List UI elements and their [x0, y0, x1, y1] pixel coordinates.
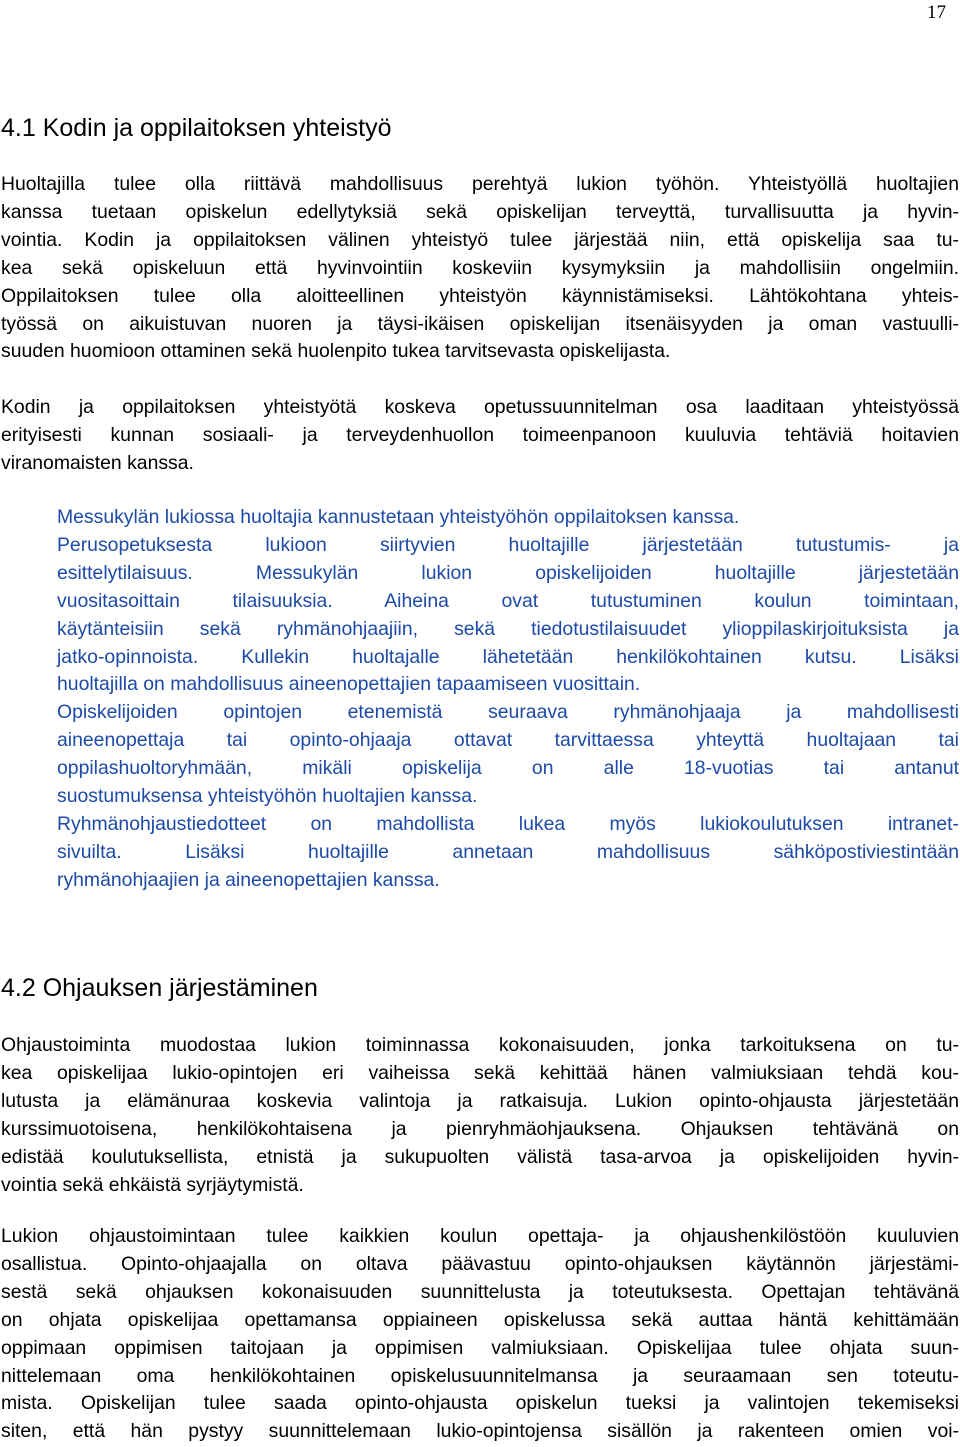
text-line: jatko-opinnoista. Kullekin huoltajalle lähetetään henkilökohtainen kutsu. Lisäksi: [57, 645, 959, 668]
text-line: lutusta ja elämänuraa koskevia valintoja ja ratkaisuja. Lukion opinto-ohjausta järjestetään: [1, 1089, 959, 1112]
text-line: suuden huomioon ottaminen sekä huolenpito tukea tarvitsevasta opiskelijasta.: [1, 340, 671, 363]
text-line: Perusopetuksesta lukioon siirtyvien huoltajille järjestetään tutustumis- ja: [57, 533, 959, 556]
text-line: suostumuksensa yhteistyöhön huoltajien kanssa.: [57, 785, 478, 808]
text-line: vointia. Kodin ja oppilaitoksen välinen yhteistyö tulee järjestää niin, että opiskelija saa tu-: [1, 228, 959, 251]
text-line: edistää koulutuksellista, etnistä ja sukupuolten välistä tasa-arvoa ja opiskelijoiden hyvin-: [1, 1145, 959, 1168]
text-line: Ryhmänohjaustiedotteet on mahdollista lukea myös lukiokoulutuksen intranet-: [57, 812, 959, 835]
text-line: Oppilaitoksen tulee olla aloitteellinen yhteistyön käynnistämiseksi. Lähtökohtana yhteis-: [1, 284, 959, 307]
paragraph-home-school-cooperation: [1, 171, 959, 366]
text-line: viranomaisten kanssa.: [1, 451, 194, 474]
text-line: Huoltajilla tulee olla riittävä mahdollisuus perehtyä lukion työhön. Yhteistyöllä huoltajien: [1, 173, 959, 195]
text-line: sivuilta. Lisäksi huoltajille annetaan mahdollisuus sähköpostiviestintään: [57, 840, 959, 863]
text-line: on ohjata opiskelijaa opettamansa oppiaineen opiskelussa sekä auttaa häntä kehittämään: [1, 1308, 959, 1331]
text-line: sestä sekä ohjauksen kokonaisuuden suunnittelusta ja toteutuksesta. Opettajan tehtävänä: [1, 1280, 959, 1303]
text-line: käytänteisiin sekä ryhmänohjaajiin, sekä tiedotustilaisuudet ylioppilaskirjoituksista ja: [57, 617, 959, 640]
text-line: oppimaan oppimisen taitojaan ja oppimisen valmiuksiaan. Opiskelijaa tulee ohjata suun-: [1, 1336, 959, 1359]
text-line: vointia sekä ehkäistä syrjäytymistä.: [1, 1173, 304, 1196]
page-number: 17: [927, 2, 946, 23]
paragraph-curriculum-cooperation: [1, 394, 959, 478]
text-line: aineenopettaja tai opinto-ohjaaja ottavat tarvittaessa yhteyttä huoltajaan tai: [57, 729, 959, 752]
text-line: kurssimuotoisena, henkilökohtaisena ja pienryhmäohjauksena. Ohjauksen tehtävänä on: [1, 1117, 959, 1140]
paragraph-guidance-staff: [1, 1223, 959, 1446]
text-line: mista. Opiskelijan tulee saada opinto-ohjausta opiskelun tueksi ja valintojen tekemiseksi: [1, 1392, 959, 1415]
text-line: erityisesti kunnan sosiaali- ja terveydenhuollon toimeenpanoon kuuluvia tehtäviä hoitavien: [1, 423, 959, 446]
text-line: ryhmänohjaajien ja aineenopettajien kanssa.: [57, 868, 440, 891]
text-line: kea opiskelijaa lukio-opintojen eri vaiheissa sekä kehittää hänen valmiuksiaan tehdä kou-: [1, 1061, 959, 1084]
text-line: kanssa tuetaan opiskelun edellytyksiä sekä opiskelijan terveyttä, turvallisuutta ja hyvin-: [1, 200, 959, 223]
local-curriculum-paragraph: [57, 504, 959, 895]
text-line: Opiskelijoiden opintojen etenemistä seuraava ryhmänohjaaja ja mahdollisesti: [57, 701, 959, 724]
text-line: huoltajilla on mahdollisuus aineenopettajien tapaamiseen vuosittain.: [57, 673, 641, 696]
text-line: nittelemaan oma henkilökohtainen opiskelusuunnitelmansa ja seuraamaan sen toteutu-: [1, 1364, 959, 1387]
text-line: oppilashuoltoryhmään, mikäli opiskelija on alle 18-vuotias tai antanut: [57, 757, 959, 780]
text-line: kea sekä opiskeluun että hyvinvointiin koskeviin kysymyksiin ja mahdollisiin ongelmiin.: [1, 256, 959, 279]
text-line: työssä on aikuistuvan nuoren ja täysi-ikäisen opiskelijan itsenäisyyden ja oman vastuulli-: [1, 312, 959, 335]
text-line: osallistua. Opinto-ohjaajalla on oltava päävastuu opinto-ohjauksen käytännön järjestämi-: [1, 1252, 959, 1275]
text-line: esittelytilaisuus. Messukylän lukion opiskelijoiden huoltajille järjestetään: [57, 561, 959, 584]
section-heading-4-2: 4.2 Ohjauksen järjestäminen: [1, 974, 318, 1002]
section-heading-4-1: 4.1 Kodin ja oppilaitoksen yhteistyö: [1, 114, 392, 142]
text-line: Ohjaustoiminta muodostaa lukion toiminnassa kokonaisuuden, jonka tarkoituksena on tu-: [1, 1034, 959, 1056]
paragraph-guidance-activities: [1, 1032, 959, 1199]
text-line: Messukylän lukiossa huoltajia kannustetaan yhteistyöhön oppilaitoksen kanssa.: [57, 506, 740, 528]
text-line: vuositasoittain tilaisuuksia. Aiheina ovat tutustuminen koulun toimintaan,: [57, 589, 959, 612]
text-line: siten, että hän pystyy suunnittelemaan lukio-opintojensa sisällön ja rakenteen omien voi-: [1, 1420, 959, 1443]
text-line: Lukion ohjaustoimintaan tulee kaikkien koulun opettaja- ja ohjaushenkilöstöön kuuluvien: [1, 1225, 959, 1247]
text-line: Kodin ja oppilaitoksen yhteistyötä koskeva opetussuunnitelman osa laaditaan yhteistyössä: [1, 396, 959, 418]
